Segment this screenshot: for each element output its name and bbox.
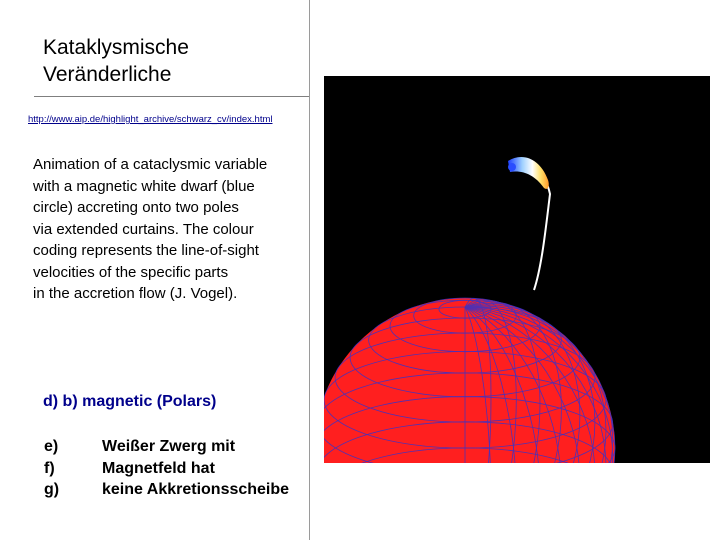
animation-frame <box>324 76 710 463</box>
accretion-illustration <box>324 76 710 463</box>
list-item <box>44 479 289 501</box>
property-list <box>44 436 289 501</box>
section-heading: d) b) magnetic (Polars) <box>43 393 217 410</box>
list-marker: f) <box>44 459 55 477</box>
title-line-1: Kataklysmische <box>43 36 189 59</box>
list-marker: e) <box>44 438 59 455</box>
description-line: with a magnetic white dwarf (blue <box>33 177 255 195</box>
description-line: coding represents the line-of-sight <box>33 242 259 259</box>
donor-star-sphere <box>324 298 615 463</box>
title-underline <box>34 96 310 97</box>
description-line: Animation of a cataclysmic variable <box>33 156 268 173</box>
accretion-curtain <box>508 157 549 189</box>
donor-star <box>324 298 615 463</box>
source-link[interactable]: http://www.aip.de/highlight_archive/schwarz_cv/index.html <box>28 114 273 125</box>
accretion-stream <box>508 157 550 290</box>
slide-title <box>43 34 189 88</box>
description-line: in the accretion flow (J. Vogel). <box>33 285 238 302</box>
list-item <box>44 458 289 480</box>
list-text: keine Akkretionsscheibe <box>102 481 290 498</box>
list-marker: g) <box>44 481 60 498</box>
white-dwarf <box>508 163 516 171</box>
description-line: circle) accreting onto two poles <box>33 199 239 216</box>
description-line: velocities of the specific parts <box>33 263 229 281</box>
list-text: Weißer Zwerg mit <box>102 438 236 455</box>
list-item <box>44 436 289 458</box>
description-line: via extended curtains. The colour <box>33 220 254 238</box>
animation-description <box>33 154 323 305</box>
list-text: Magnetfeld hat <box>102 459 215 477</box>
title-line-2: Veränderliche <box>43 63 172 86</box>
